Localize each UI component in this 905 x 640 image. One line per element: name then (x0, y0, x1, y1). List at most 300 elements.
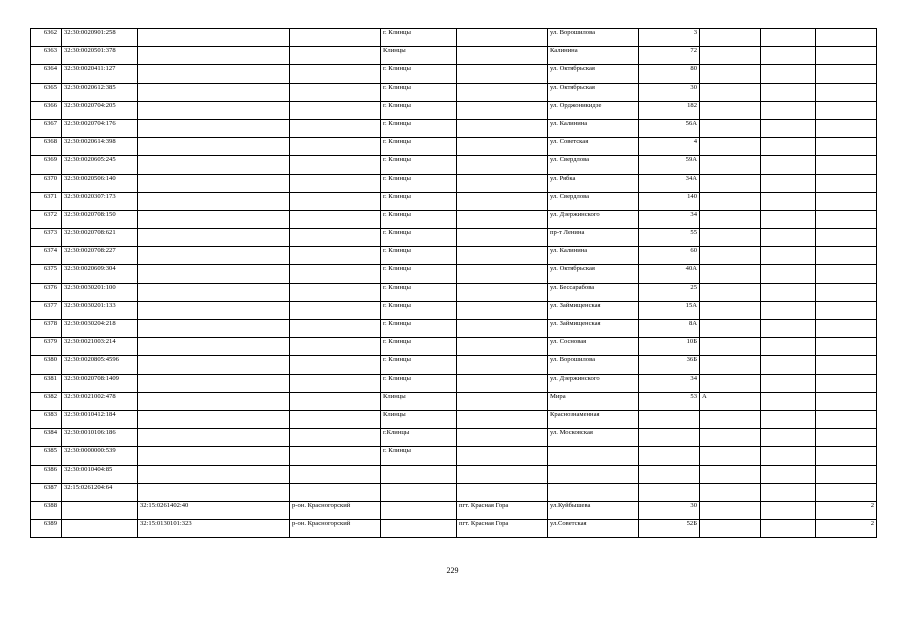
cell-extra (761, 447, 816, 465)
cell-district (290, 410, 381, 428)
cell-locality (457, 101, 548, 119)
cell-row-number: 6379 (31, 338, 62, 356)
cell-row-number: 6365 (31, 83, 62, 101)
cell-cadastral-alt (138, 392, 290, 410)
cell-letter (700, 47, 761, 65)
cell-city: г. Клинцы (381, 301, 457, 319)
cell-last (816, 247, 877, 265)
cell-row-number: 6372 (31, 210, 62, 228)
cell-cadastral-number: 32:30:0000000:539 (62, 447, 138, 465)
cell-city (381, 465, 457, 483)
cell-extra (761, 119, 816, 137)
cell-cadastral-alt (138, 174, 290, 192)
cell-cadastral-number: 32:30:0020605:245 (62, 156, 138, 174)
cell-district (290, 320, 381, 338)
cell-street: ул. Калинина (548, 119, 639, 137)
cell-letter (700, 374, 761, 392)
cell-last (816, 320, 877, 338)
cell-cadastral-alt: 32:15:0261402:40 (138, 501, 290, 519)
records-table (30, 28, 877, 538)
cell-extra (761, 501, 816, 519)
cell-street: ул.Куйбышева (548, 501, 639, 519)
cell-last (816, 410, 877, 428)
cell-house-number: 25 (639, 283, 700, 301)
cell-letter (700, 247, 761, 265)
cell-last (816, 101, 877, 119)
cell-district (290, 483, 381, 501)
cell-cadastral-number: 32:30:0020708:1409 (62, 374, 138, 392)
cell-street: ул. Октябрьская (548, 65, 639, 83)
cell-city: г. Клинцы (381, 138, 457, 156)
cell-cadastral-number: 32:30:0020708:227 (62, 247, 138, 265)
cell-locality (457, 465, 548, 483)
cell-row-number: 6388 (31, 501, 62, 519)
cell-street (548, 483, 639, 501)
cell-cadastral-number: 32:30:0020411:127 (62, 65, 138, 83)
table-row (31, 83, 877, 101)
cell-city: г. Клинцы (381, 65, 457, 83)
cell-locality (457, 374, 548, 392)
cell-cadastral-number: 32:30:0010404:85 (62, 465, 138, 483)
cell-letter (700, 483, 761, 501)
cell-last (816, 283, 877, 301)
cell-street: Краснознаменная (548, 410, 639, 428)
table-row (31, 65, 877, 83)
cell-cadastral-alt (138, 483, 290, 501)
cell-cadastral-number: 32:30:0020708:150 (62, 210, 138, 228)
cell-extra (761, 356, 816, 374)
cell-cadastral-alt (138, 138, 290, 156)
cell-house-number (639, 429, 700, 447)
cell-street: ул. Октябрьская (548, 83, 639, 101)
cell-district (290, 429, 381, 447)
cell-street (548, 465, 639, 483)
cell-locality (457, 410, 548, 428)
cell-cadastral-number: 32:30:0020704:205 (62, 101, 138, 119)
cell-district (290, 356, 381, 374)
cell-last (816, 229, 877, 247)
cell-cadastral-alt (138, 192, 290, 210)
cell-city: г. Клинцы (381, 210, 457, 228)
cell-last (816, 374, 877, 392)
cell-row-number: 6370 (31, 174, 62, 192)
cell-cadastral-number: 32:30:0030201:133 (62, 301, 138, 319)
cell-cadastral-number: 32:30:0020614:398 (62, 138, 138, 156)
table-row (31, 501, 877, 519)
cell-house-number: 4 (639, 138, 700, 156)
cell-district (290, 283, 381, 301)
cell-extra (761, 429, 816, 447)
cell-extra (761, 410, 816, 428)
cell-letter (700, 338, 761, 356)
cell-cadastral-alt (138, 210, 290, 228)
cell-city: г. Клинцы (381, 119, 457, 137)
table-row (31, 356, 877, 374)
cell-extra (761, 156, 816, 174)
cell-extra (761, 283, 816, 301)
cell-row-number: 6387 (31, 483, 62, 501)
cell-last (816, 356, 877, 374)
cell-letter (700, 283, 761, 301)
cell-locality (457, 138, 548, 156)
cell-district (290, 65, 381, 83)
cell-letter (700, 174, 761, 192)
cell-cadastral-number (62, 520, 138, 538)
cell-city: Клинцы (381, 47, 457, 65)
cell-letter (700, 320, 761, 338)
table-row (31, 283, 877, 301)
cell-cadastral-number (62, 501, 138, 519)
cell-extra (761, 101, 816, 119)
page-number: 229 (446, 566, 459, 575)
table-row (31, 483, 877, 501)
cell-district (290, 338, 381, 356)
cell-locality (457, 210, 548, 228)
cell-house-number (639, 483, 700, 501)
cell-extra (761, 301, 816, 319)
cell-district: р-он. Красногорский (290, 501, 381, 519)
cell-district (290, 192, 381, 210)
cell-locality (457, 265, 548, 283)
cell-extra (761, 65, 816, 83)
cell-street: ул. Советская (548, 138, 639, 156)
cell-house-number: 30 (639, 501, 700, 519)
cell-house-number: 3 (639, 29, 700, 47)
cell-extra (761, 320, 816, 338)
table-row (31, 410, 877, 428)
cell-street: ул. Октябрьская (548, 265, 639, 283)
cell-house-number: 72 (639, 47, 700, 65)
cell-district (290, 29, 381, 47)
cell-street: ул. Московская (548, 429, 639, 447)
cell-cadastral-number: 32:30:0020307:173 (62, 192, 138, 210)
cell-last (816, 156, 877, 174)
cell-cadastral-alt (138, 283, 290, 301)
cell-cadastral-alt (138, 229, 290, 247)
cell-house-number: 53 (639, 392, 700, 410)
cell-last (816, 174, 877, 192)
cell-extra (761, 174, 816, 192)
cell-extra (761, 229, 816, 247)
cell-row-number: 6366 (31, 101, 62, 119)
cell-row-number: 6376 (31, 283, 62, 301)
cell-row-number: 6368 (31, 138, 62, 156)
cell-letter (700, 65, 761, 83)
cell-last (816, 338, 877, 356)
cell-last (816, 447, 877, 465)
cell-row-number: 6386 (31, 465, 62, 483)
cell-street: ул. Ворошилова (548, 356, 639, 374)
cell-letter (700, 501, 761, 519)
cell-cadastral-number: 32:30:0030201:100 (62, 283, 138, 301)
cell-locality (457, 247, 548, 265)
cell-house-number: 59А (639, 156, 700, 174)
cell-city: г. Клинцы (381, 29, 457, 47)
table-row (31, 210, 877, 228)
table-row (31, 392, 877, 410)
cell-cadastral-alt (138, 247, 290, 265)
cell-district (290, 374, 381, 392)
cell-street: ул. Дзержинского (548, 210, 639, 228)
cell-cadastral-alt (138, 156, 290, 174)
cell-last: 2 (816, 520, 877, 538)
cell-district (290, 247, 381, 265)
cell-cadastral-number: 32:30:0020506:140 (62, 174, 138, 192)
cell-locality (457, 283, 548, 301)
table-row (31, 138, 877, 156)
cell-last (816, 29, 877, 47)
cell-house-number: 30 (639, 83, 700, 101)
table-row (31, 374, 877, 392)
cell-house-number: 56А (639, 119, 700, 137)
cell-locality (457, 174, 548, 192)
cell-district (290, 119, 381, 137)
cell-district (290, 229, 381, 247)
cell-locality (457, 392, 548, 410)
cell-locality (457, 356, 548, 374)
cell-row-number: 6384 (31, 429, 62, 447)
cell-cadastral-number: 32:30:0020708:621 (62, 229, 138, 247)
cell-cadastral-alt (138, 65, 290, 83)
cell-extra (761, 374, 816, 392)
cell-street: ул. Калинина (548, 247, 639, 265)
cell-house-number: 52Б (639, 520, 700, 538)
cell-district: р-он. Красногорский (290, 520, 381, 538)
cell-extra (761, 465, 816, 483)
cell-house-number: 10Б (639, 338, 700, 356)
cell-extra (761, 29, 816, 47)
cell-city: г. Клинцы (381, 83, 457, 101)
cell-extra (761, 392, 816, 410)
cell-city: г. Клинцы (381, 356, 457, 374)
cell-house-number: 15А (639, 301, 700, 319)
cell-district (290, 83, 381, 101)
cell-city: г. Клинцы (381, 374, 457, 392)
cell-city: г. Клинцы (381, 156, 457, 174)
cell-city (381, 520, 457, 538)
cell-last: 2 (816, 501, 877, 519)
cell-house-number (639, 447, 700, 465)
cell-letter (700, 356, 761, 374)
cell-street: ул. Свердлова (548, 156, 639, 174)
cell-street: ул. Займищенская (548, 301, 639, 319)
cell-city (381, 501, 457, 519)
cell-letter (700, 210, 761, 228)
cell-locality (457, 83, 548, 101)
cell-city: г. Клинцы (381, 265, 457, 283)
cell-extra (761, 192, 816, 210)
cell-cadastral-number: 32:15:0261204:64 (62, 483, 138, 501)
cell-letter (700, 156, 761, 174)
cell-last (816, 429, 877, 447)
cell-letter (700, 138, 761, 156)
cell-letter (700, 447, 761, 465)
cell-letter (700, 465, 761, 483)
cell-cadastral-alt: 32:15:0130101:323 (138, 520, 290, 538)
cell-district (290, 101, 381, 119)
cell-letter: А (700, 392, 761, 410)
cell-row-number: 6382 (31, 392, 62, 410)
table-row (31, 247, 877, 265)
cell-extra (761, 520, 816, 538)
cell-row-number: 6375 (31, 265, 62, 283)
cell-street: Мира (548, 392, 639, 410)
cell-city: г. Клинцы (381, 229, 457, 247)
cell-cadastral-alt (138, 320, 290, 338)
cell-extra (761, 138, 816, 156)
cell-cadastral-alt (138, 465, 290, 483)
cell-letter (700, 229, 761, 247)
cell-street: ул. Сосновая (548, 338, 639, 356)
cell-row-number: 6367 (31, 119, 62, 137)
cell-locality (457, 483, 548, 501)
table-row (31, 192, 877, 210)
cell-city: Клинцы (381, 410, 457, 428)
cell-city: Клинцы (381, 392, 457, 410)
cell-extra (761, 483, 816, 501)
table-row (31, 301, 877, 319)
cell-street (548, 447, 639, 465)
cell-locality (457, 338, 548, 356)
cell-last (816, 138, 877, 156)
cell-letter (700, 101, 761, 119)
cell-district (290, 465, 381, 483)
cell-district (290, 47, 381, 65)
cell-city: г. Клинцы (381, 283, 457, 301)
cell-cadastral-number: 32:30:0020704:176 (62, 119, 138, 137)
cell-locality: пгт. Красная Гора (457, 501, 548, 519)
cell-row-number: 6380 (31, 356, 62, 374)
cell-cadastral-number: 32:30:0020901:258 (62, 29, 138, 47)
cell-city: г. Клинцы (381, 174, 457, 192)
cell-locality (457, 156, 548, 174)
table-row (31, 265, 877, 283)
cell-house-number: 34 (639, 210, 700, 228)
cell-house-number: 34А (639, 174, 700, 192)
cell-cadastral-alt (138, 374, 290, 392)
table-row (31, 429, 877, 447)
cell-extra (761, 338, 816, 356)
cell-district (290, 301, 381, 319)
cell-locality (457, 229, 548, 247)
cell-cadastral-alt (138, 83, 290, 101)
cell-cadastral-number: 32:30:0020612:385 (62, 83, 138, 101)
cell-house-number: 8А (639, 320, 700, 338)
table-row (31, 101, 877, 119)
cell-extra (761, 47, 816, 65)
table-row (31, 29, 877, 47)
cell-row-number: 6377 (31, 301, 62, 319)
cell-street: Калинина (548, 47, 639, 65)
cell-row-number: 6389 (31, 520, 62, 538)
cell-house-number: 60 (639, 247, 700, 265)
cell-city: г. Клинцы (381, 320, 457, 338)
cell-last (816, 119, 877, 137)
cell-house-number: 55 (639, 229, 700, 247)
cell-street: ул.Советская (548, 520, 639, 538)
cell-city: г. Клинцы (381, 247, 457, 265)
cell-city: г. Клинцы (381, 192, 457, 210)
cell-city: г.Клинцы (381, 429, 457, 447)
cell-locality: пгт. Красная Гора (457, 520, 548, 538)
cell-street: пр-т Ленина (548, 229, 639, 247)
cell-row-number: 6378 (31, 320, 62, 338)
cell-district (290, 156, 381, 174)
table-row (31, 156, 877, 174)
table-row (31, 47, 877, 65)
cell-house-number: 80 (639, 65, 700, 83)
cell-cadastral-alt (138, 265, 290, 283)
cell-house-number: 140 (639, 192, 700, 210)
cell-house-number: 40А (639, 265, 700, 283)
cell-row-number: 6381 (31, 374, 62, 392)
cell-locality (457, 119, 548, 137)
cell-cadastral-alt (138, 429, 290, 447)
cell-locality (457, 29, 548, 47)
cell-street: ул. Займищенская (548, 320, 639, 338)
cell-city: г. Клинцы (381, 338, 457, 356)
cell-street: ул. Свердлова (548, 192, 639, 210)
cell-row-number: 6369 (31, 156, 62, 174)
cell-district (290, 210, 381, 228)
cell-city: г. Клинцы (381, 447, 457, 465)
cell-cadastral-number: 32:30:0021003:214 (62, 338, 138, 356)
cell-extra (761, 247, 816, 265)
cell-cadastral-alt (138, 356, 290, 374)
cell-cadastral-number: 32:30:0020609:304 (62, 265, 138, 283)
cell-street: ул. Орджоникидзе (548, 101, 639, 119)
cell-letter (700, 29, 761, 47)
cell-letter (700, 119, 761, 137)
cell-cadastral-number: 32:30:0021002:478 (62, 392, 138, 410)
cell-street: ул. Дзержинского (548, 374, 639, 392)
cell-district (290, 138, 381, 156)
cell-locality (457, 47, 548, 65)
cell-last (816, 465, 877, 483)
table-row (31, 520, 877, 538)
cell-row-number: 6362 (31, 29, 62, 47)
cell-last (816, 301, 877, 319)
table-row (31, 229, 877, 247)
cell-last (816, 47, 877, 65)
cell-letter (700, 520, 761, 538)
table-row (31, 465, 877, 483)
cell-city (381, 483, 457, 501)
cell-row-number: 6363 (31, 47, 62, 65)
cell-cadastral-number: 32:30:0030204:218 (62, 320, 138, 338)
cell-letter (700, 265, 761, 283)
cell-locality (457, 320, 548, 338)
cell-locality (457, 447, 548, 465)
cell-locality (457, 301, 548, 319)
cell-row-number: 6364 (31, 65, 62, 83)
cell-locality (457, 65, 548, 83)
cell-last (816, 65, 877, 83)
cell-cadastral-number: 32:30:0020501:378 (62, 47, 138, 65)
cell-cadastral-alt (138, 101, 290, 119)
cell-letter (700, 429, 761, 447)
cell-district (290, 265, 381, 283)
cell-last (816, 265, 877, 283)
cell-row-number: 6373 (31, 229, 62, 247)
cell-locality (457, 192, 548, 210)
cell-letter (700, 410, 761, 428)
cell-house-number: 182 (639, 101, 700, 119)
cell-city: г. Клинцы (381, 101, 457, 119)
table-row (31, 119, 877, 137)
cell-row-number: 6374 (31, 247, 62, 265)
cell-house-number: 34 (639, 374, 700, 392)
